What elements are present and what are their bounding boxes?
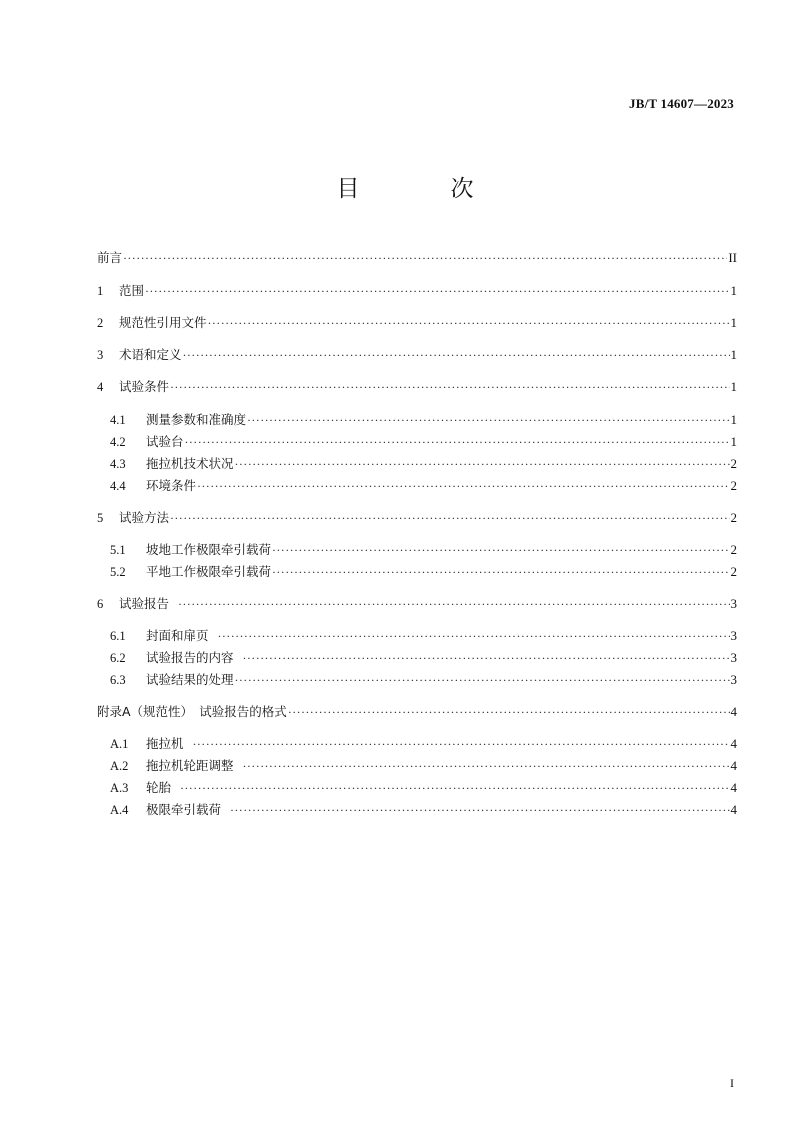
toc-entry-number: A.2 — [110, 759, 129, 773]
toc-entry-label: 范围 — [119, 283, 145, 298]
toc-entry-number: 4 — [97, 380, 104, 394]
toc-leader-dots — [183, 347, 730, 363]
toc-entry-number: 4.1 — [110, 413, 126, 427]
toc-entry-page: 4 — [730, 736, 737, 751]
toc-entry-number: 5 — [97, 511, 104, 525]
toc-entry[interactable] — [110, 758, 737, 774]
toc-entry-page: 2 — [730, 510, 737, 525]
toc-entry[interactable] — [97, 704, 737, 720]
toc-entry[interactable] — [110, 672, 737, 688]
toc-entry[interactable] — [110, 736, 737, 752]
toc-entry[interactable] — [97, 283, 737, 299]
toc-leader-dots — [193, 736, 730, 752]
toc-entry-label: 拖拉机轮距调整 — [146, 758, 234, 773]
toc-entry-page: 1 — [730, 315, 737, 330]
toc-leader-dots — [218, 628, 730, 644]
toc-leader-dots — [247, 412, 729, 428]
toc-entry-number: 4.4 — [110, 479, 126, 493]
toc-entry-label: 环境条件 — [146, 478, 197, 493]
toc-entry-page: 1 — [730, 412, 737, 427]
toc-entry[interactable] — [110, 542, 737, 558]
toc-entry-page: 4 — [730, 758, 737, 773]
toc-entry-label: 测量参数和准确度 — [146, 412, 247, 427]
toc-entry-page: 3 — [730, 596, 737, 611]
toc-entry[interactable] — [97, 315, 737, 331]
toc-entry-page: 1 — [730, 434, 737, 449]
standard-number: JB/T 14607—2023 — [629, 96, 734, 111]
toc-leader-dots — [235, 456, 730, 472]
toc-entry-page: 2 — [730, 456, 737, 471]
toc-entry-label: 附录A（规范性） 试验报告的格式 — [97, 704, 287, 719]
toc-entry[interactable] — [97, 596, 737, 612]
toc-entry-label: 坡地工作极限牵引载荷 — [146, 542, 272, 557]
toc-entry-page: II — [728, 250, 737, 265]
toc-entry-number: 4.2 — [110, 435, 126, 449]
toc-entry[interactable] — [110, 564, 737, 580]
toc-entry-label: 平地工作极限牵引载荷 — [146, 564, 272, 579]
toc-entry-label: 术语和定义 — [119, 347, 182, 362]
toc-leader-dots — [243, 650, 730, 666]
toc-entry-page: 2 — [730, 478, 737, 493]
toc-entry-number: 2 — [97, 316, 104, 330]
toc-entry-label: 拖拉机 — [146, 736, 184, 751]
toc-entry-label: 封面和扉页 — [146, 628, 209, 643]
toc-leader-dots — [272, 542, 729, 558]
toc-entry[interactable] — [110, 802, 737, 818]
toc-entry-page: 2 — [730, 542, 737, 557]
toc-entry-number: A.1 — [110, 737, 129, 751]
toc-entry[interactable] — [110, 412, 737, 428]
toc-entry-number: 5.1 — [110, 543, 126, 557]
toc-entry[interactable] — [97, 379, 737, 395]
toc-leader-dots — [208, 315, 730, 331]
toc-entry-label: 试验报告的内容 — [146, 650, 234, 665]
toc-entry-number: 5.2 — [110, 565, 126, 579]
toc-entry-label: 试验条件 — [119, 379, 170, 394]
toc-entry[interactable] — [110, 434, 737, 450]
toc-leader-dots — [170, 379, 729, 395]
toc-entry[interactable] — [110, 478, 737, 494]
toc-leader-dots — [170, 510, 729, 526]
toc-entry-number: 6.3 — [110, 673, 126, 687]
toc-leader-dots — [123, 250, 727, 266]
toc-entry-number: 3 — [97, 348, 104, 362]
toc-entry-page: 4 — [730, 704, 737, 719]
toc-entry-number: A.3 — [110, 781, 129, 795]
toc-entry-page: 4 — [730, 802, 737, 817]
toc-leader-dots — [272, 564, 729, 580]
toc-entry-page: 3 — [730, 650, 737, 665]
toc-entry-label: 规范性引用文件 — [119, 315, 207, 330]
toc-entry-number: 6 — [97, 597, 104, 611]
toc-entry-page: 2 — [730, 564, 737, 579]
toc-entry-label: 轮胎 — [146, 780, 172, 795]
toc-entry-number: 6.1 — [110, 629, 126, 643]
toc-entry[interactable] — [97, 250, 737, 266]
toc-entry-page: 3 — [730, 672, 737, 687]
toc-entry-label: 试验结果的处理 — [146, 672, 234, 687]
toc-entry-number: 6.2 — [110, 651, 126, 665]
toc-leader-dots — [180, 780, 729, 796]
toc-entry-number: 4.3 — [110, 457, 126, 471]
toc-leader-dots — [178, 596, 729, 612]
toc-leader-dots — [197, 478, 729, 494]
toc-entry-label: 试验台 — [146, 434, 184, 449]
toc-entry-page: 3 — [730, 628, 737, 643]
toc-entry-page: 1 — [730, 283, 737, 298]
toc-entry-number: A.4 — [110, 803, 129, 817]
toc-entry[interactable] — [97, 347, 737, 363]
toc-entry-label: 前言 — [97, 250, 123, 265]
toc-leader-dots — [235, 672, 730, 688]
toc-entry-label: 极限牵引载荷 — [146, 802, 222, 817]
toc-entry-number: 1 — [97, 284, 104, 298]
toc-entry-page: 1 — [730, 379, 737, 394]
toc-entry[interactable] — [110, 628, 737, 644]
toc-entry[interactable] — [110, 780, 737, 796]
toc-leader-dots — [230, 802, 729, 818]
toc-entry-page: 4 — [730, 780, 737, 795]
page-number: I — [730, 1076, 734, 1090]
toc-leader-dots — [243, 758, 730, 774]
toc-leader-dots — [288, 704, 730, 720]
toc-leader-dots — [145, 283, 729, 299]
toc-entry-page: 1 — [730, 347, 737, 362]
toc-entry-label: 试验报告 — [119, 596, 170, 611]
toc-entry[interactable] — [97, 510, 737, 526]
toc-entry[interactable] — [110, 650, 737, 666]
toc-entry-label: 试验方法 — [119, 510, 170, 525]
toc-entry[interactable] — [110, 456, 737, 472]
toc-entry-label: 拖拉机技术状况 — [146, 456, 234, 471]
page-title: 目 次 — [336, 176, 508, 202]
toc-leader-dots — [185, 434, 730, 450]
